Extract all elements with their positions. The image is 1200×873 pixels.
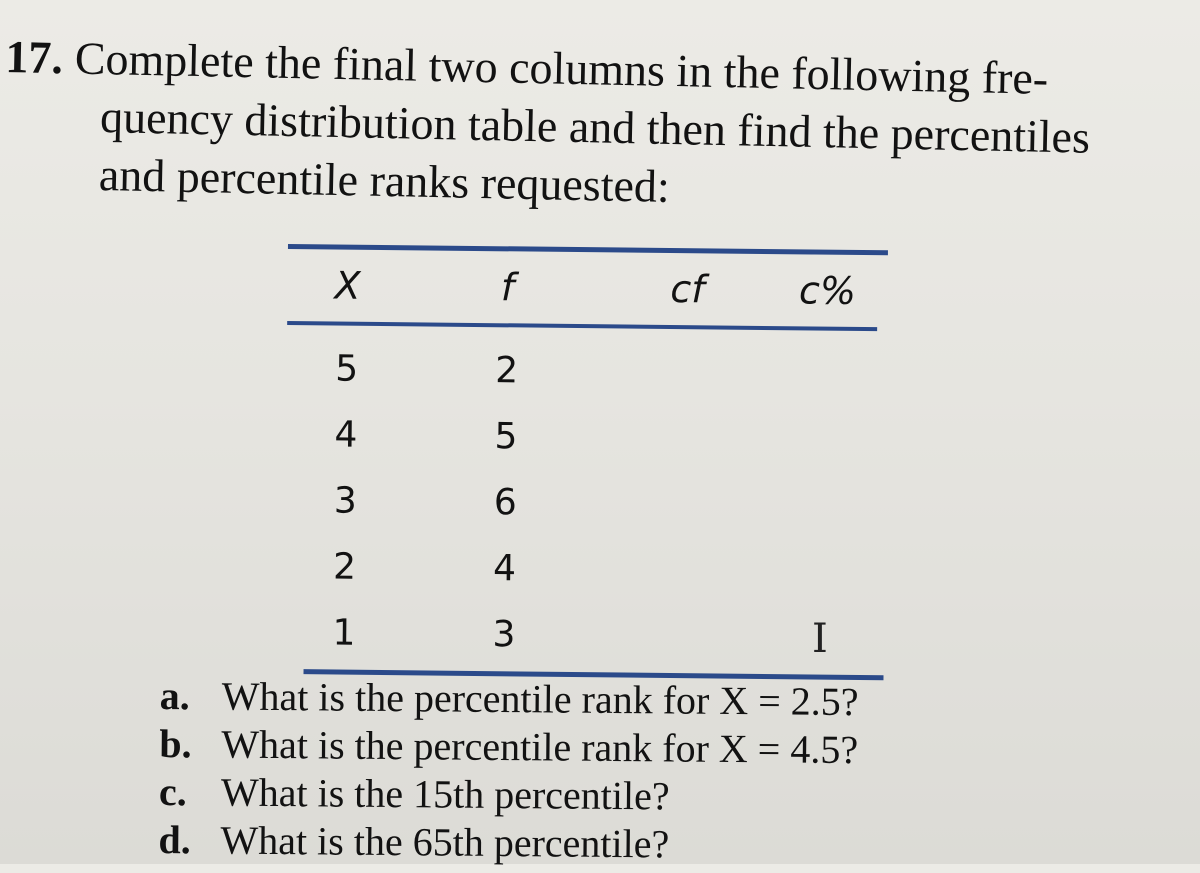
cell-f: 3 xyxy=(492,613,516,655)
cell-x: 5 xyxy=(335,348,359,390)
table-row xyxy=(286,401,887,473)
cell-cf xyxy=(606,437,766,439)
cell-f: 4 xyxy=(492,547,517,589)
question-text: What is the 15th percentile? xyxy=(220,769,670,819)
cell-cf xyxy=(605,503,765,505)
question-letter: c. xyxy=(158,768,187,815)
question-text: What is the 65th percentile? xyxy=(220,817,670,867)
cell-cpercent xyxy=(765,505,885,506)
problem-text-line: Complete the final two columns in the following fre- xyxy=(74,32,1049,104)
question-item xyxy=(160,672,1160,729)
cell-x: 3 xyxy=(333,479,357,522)
cell-f: 6 xyxy=(493,481,517,523)
cell-cpercent xyxy=(766,439,886,440)
question-item xyxy=(159,768,1159,825)
cell-cpercent xyxy=(765,571,885,572)
question-list xyxy=(158,672,1160,873)
question-item xyxy=(158,816,1158,873)
cell-x: 1 xyxy=(332,611,356,654)
table-row xyxy=(285,467,886,539)
header-cf: cf xyxy=(670,267,705,312)
question-text: What is the percentile rank for X = 2.5? xyxy=(221,673,859,725)
header-cpercent: c% xyxy=(798,268,857,313)
cell-cf xyxy=(605,569,765,571)
table-row xyxy=(284,599,885,671)
cell-f: 5 xyxy=(494,415,518,457)
problem-text-line: quency distribution table and then find the percentiles xyxy=(99,90,1091,163)
cell-cf xyxy=(607,371,767,373)
header-f: f xyxy=(500,265,515,310)
cell-cpercent xyxy=(767,373,887,374)
table-row xyxy=(286,335,887,407)
frequency-distribution-table xyxy=(283,244,887,680)
question-text: What is the percentile rank for X = 4.5? xyxy=(221,721,859,773)
table-row xyxy=(284,533,885,605)
question-letter: b. xyxy=(159,720,192,767)
cell-x: 4 xyxy=(334,413,358,456)
header-x: X xyxy=(334,263,361,308)
table-header-row xyxy=(287,249,888,327)
table-body xyxy=(284,325,888,675)
text-cursor-icon: I xyxy=(812,616,828,662)
cell-x: 2 xyxy=(332,545,357,588)
question-item xyxy=(159,720,1159,777)
cell-f: 2 xyxy=(495,349,519,391)
problem-statement xyxy=(2,28,1185,227)
question-letter: d. xyxy=(158,816,191,863)
question-letter: a. xyxy=(159,672,190,719)
problem-number: 17. xyxy=(4,30,64,84)
problem-text-line: and percentile ranks requested: xyxy=(98,148,671,212)
cell-cf xyxy=(604,635,764,637)
